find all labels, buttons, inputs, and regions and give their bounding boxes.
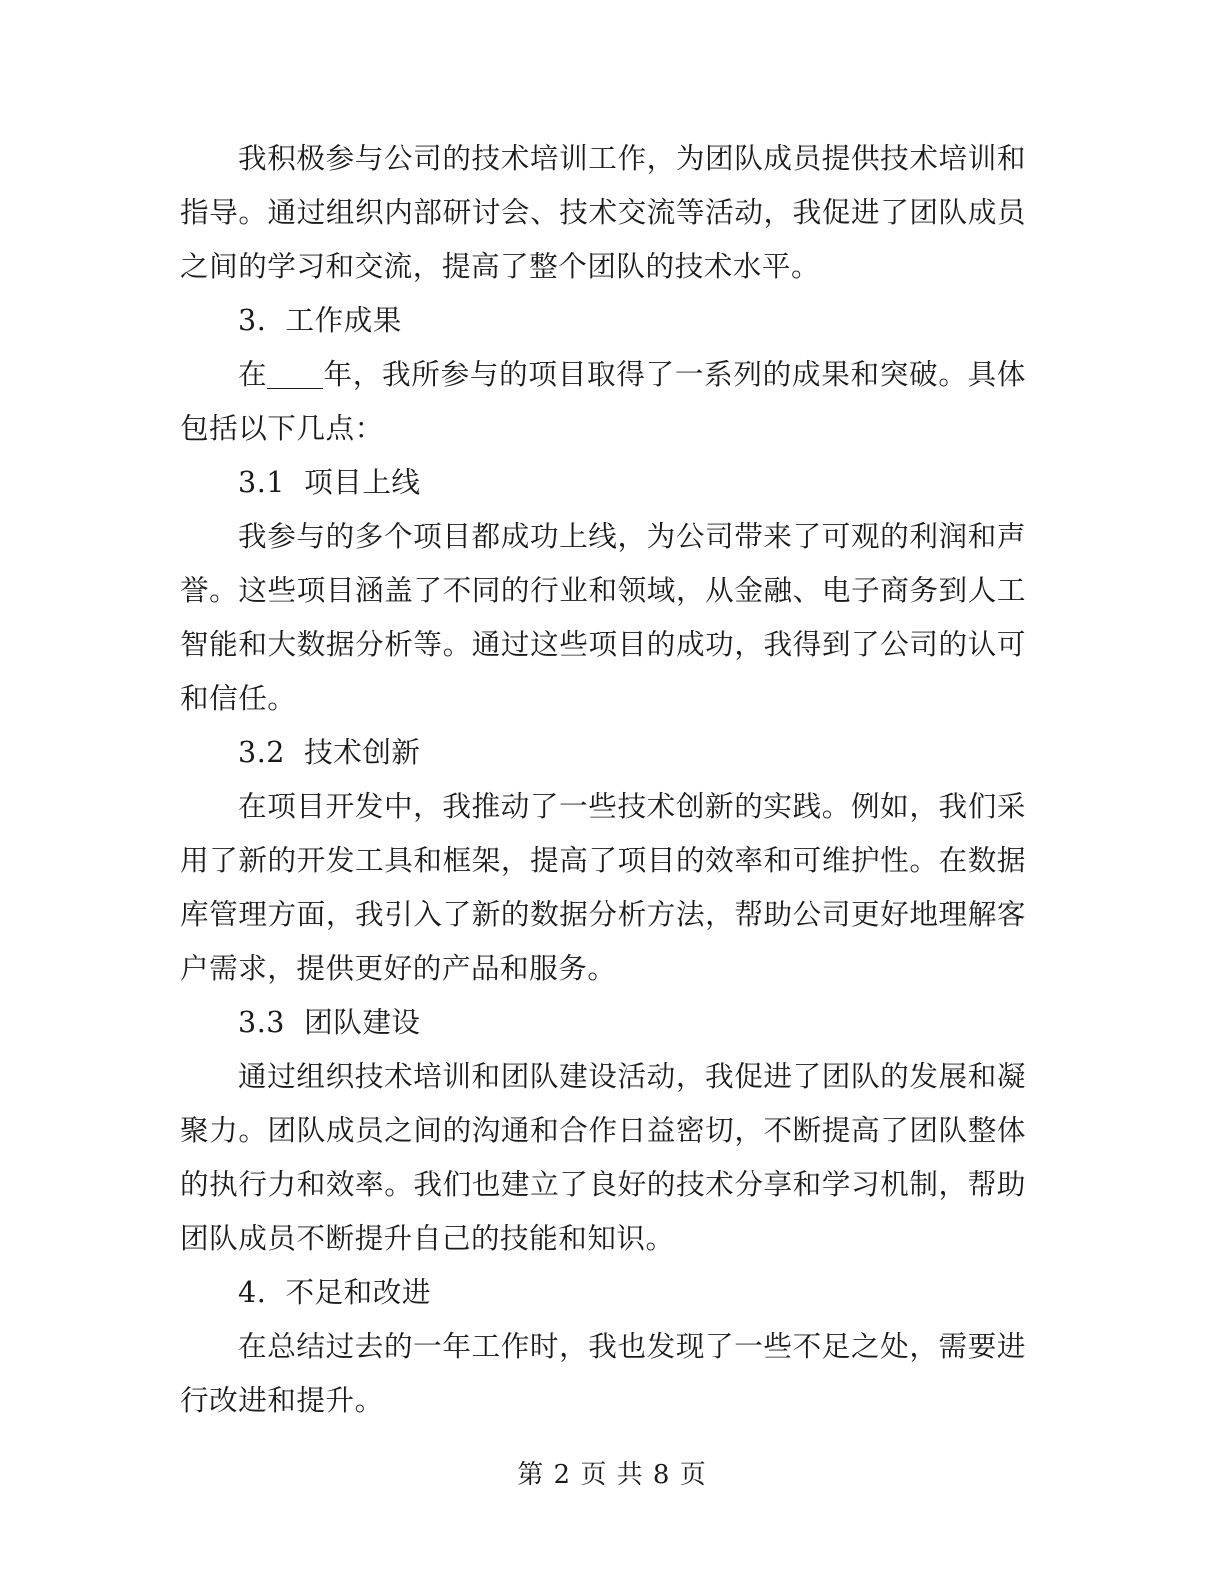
paragraph-shortcomings: 在总结过去的一年工作时，我也发现了一些不足之处，需要进行改进和提升。	[180, 1329, 1026, 1417]
heading-tech-innovation: 3.2 技术创新	[238, 735, 421, 769]
paragraph-training: 我积极参与公司的技术培训工作，为团队成员提供技术培训和指导。通过组织内部研讨会、技术交流等活动，我促进了团队成员之间的学习和交流，提高了整个团队的技术水平。	[180, 141, 1026, 283]
heading-work-results: 3. 工作成果	[238, 303, 402, 337]
document-body	[180, 131, 1026, 1427]
page-number-footer: 第 2 页 共 8 页	[517, 1460, 707, 1490]
paragraph-team-building: 通过组织技术培训和团队建设活动，我促进了团队的发展和凝聚力。团队成员之间的沟通和合作日益密切，不断提高了团队整体的执行力和效率。我们也建立了良好的技术分享和学习机制，帮助团队成员不断提升自己的技能和知识。	[180, 1059, 1026, 1255]
heading-project-launch: 3.1 项目上线	[238, 465, 421, 499]
year-blank	[267, 360, 323, 389]
text-after-blank: 年，我所参与的项目取得了一系列的成果和突破。具体包括以下几点：	[180, 357, 1026, 445]
heading-shortcomings: 4. 不足和改进	[238, 1275, 431, 1309]
paragraph-tech-innovation: 在项目开发中，我推动了一些技术创新的实践。例如，我们采用了新的开发工具和框架，提高了项目的效率和可维护性。在数据库管理方面，我引入了新的数据分析方法，帮助公司更好地理解客户需求，提供更好的产品和服务。	[180, 789, 1026, 985]
text-before-blank: 在	[238, 357, 268, 391]
paragraph-results-intro	[180, 347, 1026, 455]
heading-team-building: 3.3 团队建设	[238, 1005, 421, 1039]
paragraph-project-launch: 我参与的多个项目都成功上线，为公司带来了可观的利润和声誉。这些项目涵盖了不同的行业和领域，从金融、电子商务到人工智能和大数据分析等。通过这些项目的成功，我得到了公司的认可和信任。	[180, 519, 1026, 715]
